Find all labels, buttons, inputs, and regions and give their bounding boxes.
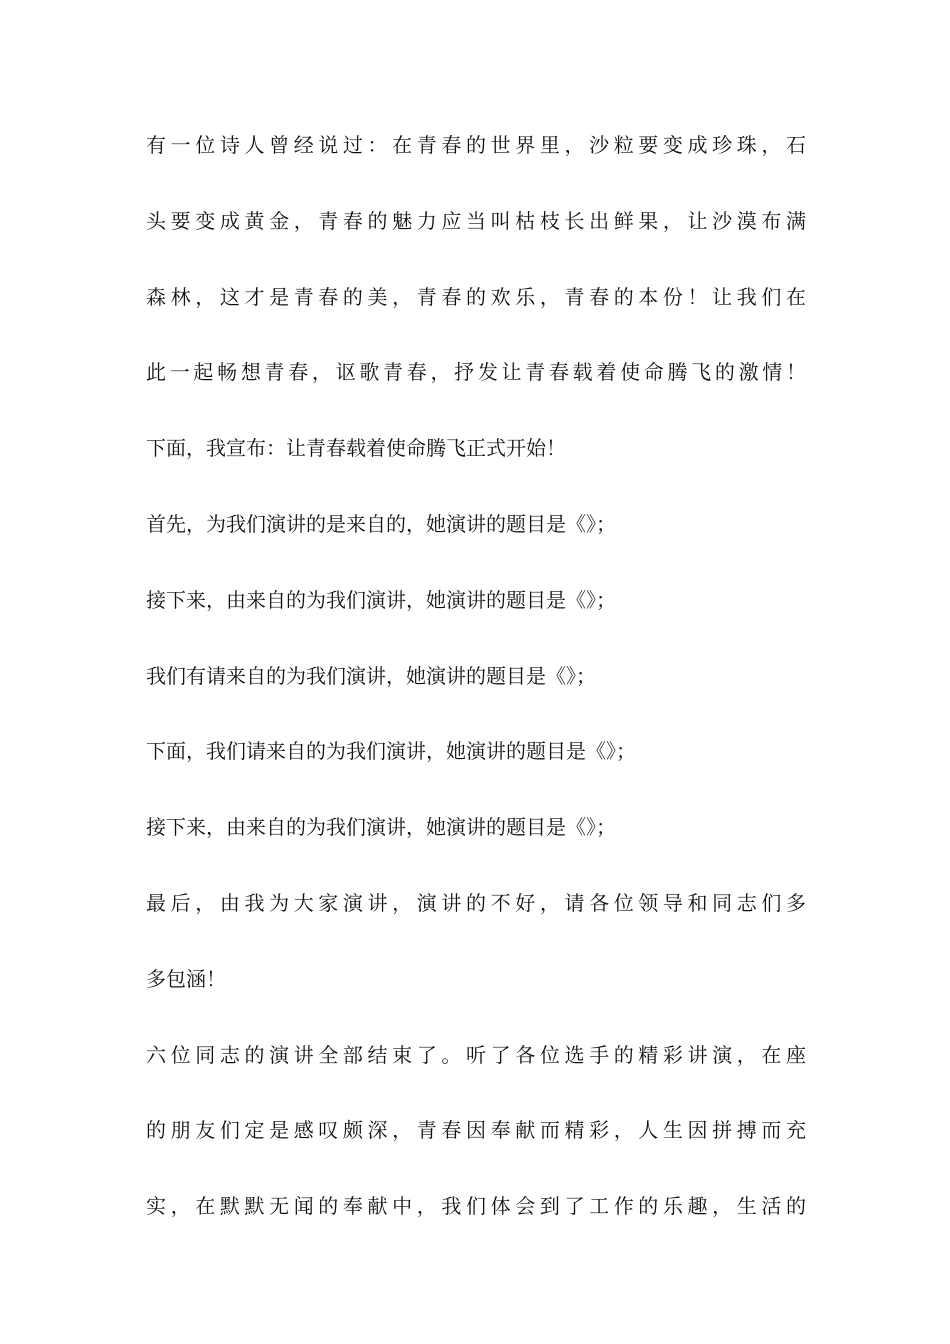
- text-line-3: 森林，这才是青春的美，青春的欢乐，青春的本份！让我们在: [146, 284, 806, 309]
- text-line-14: 的朋友们定是感叹颇深，青春因奉献而精彩，人生因拼搏而充: [146, 1118, 806, 1143]
- text-line-8: 我们有请来自的为我们演讲，她演讲的题目是《》；: [146, 663, 596, 688]
- text-line-9: 下面，我们请来自的为我们演讲，她演讲的题目是《》；: [146, 739, 636, 764]
- text-line-7: 接下来，由来自的为我们演讲，她演讲的题目是《》；: [146, 587, 616, 612]
- text-line-6: 首先，为我们演讲的是来自的，她演讲的题目是《》；: [146, 511, 616, 536]
- text-line-12: 多包涵！: [146, 966, 226, 991]
- text-line-4: 此一起畅想青春，讴歌青春，抒发让青春载着使命腾飞的激情！: [146, 360, 806, 385]
- text-line-10: 接下来，由来自的为我们演讲，她演讲的题目是《》；: [146, 815, 616, 840]
- text-line-2: 头要变成黄金，青春的魅力应当叫枯枝长出鲜果，让沙漠布满: [146, 208, 806, 233]
- text-line-1: 有一位诗人曾经说过：在青春的世界里，沙粒要变成珍珠，石: [146, 133, 806, 157]
- text-line-13: 六位同志的演讲全部结束了。听了各位选手的精彩讲演，在座: [146, 1042, 806, 1067]
- text-line-11: 最后，由我为大家演讲，演讲的不好，请各位领导和同志们多: [146, 890, 806, 915]
- text-line-15: 实，在默默无闻的奉献中，我们体会到了工作的乐趣，生活的: [146, 1194, 806, 1219]
- document-body: [146, 133, 806, 1270]
- text-line-5: 下面，我宣布：让青春载着使命腾飞正式开始！: [146, 436, 566, 461]
